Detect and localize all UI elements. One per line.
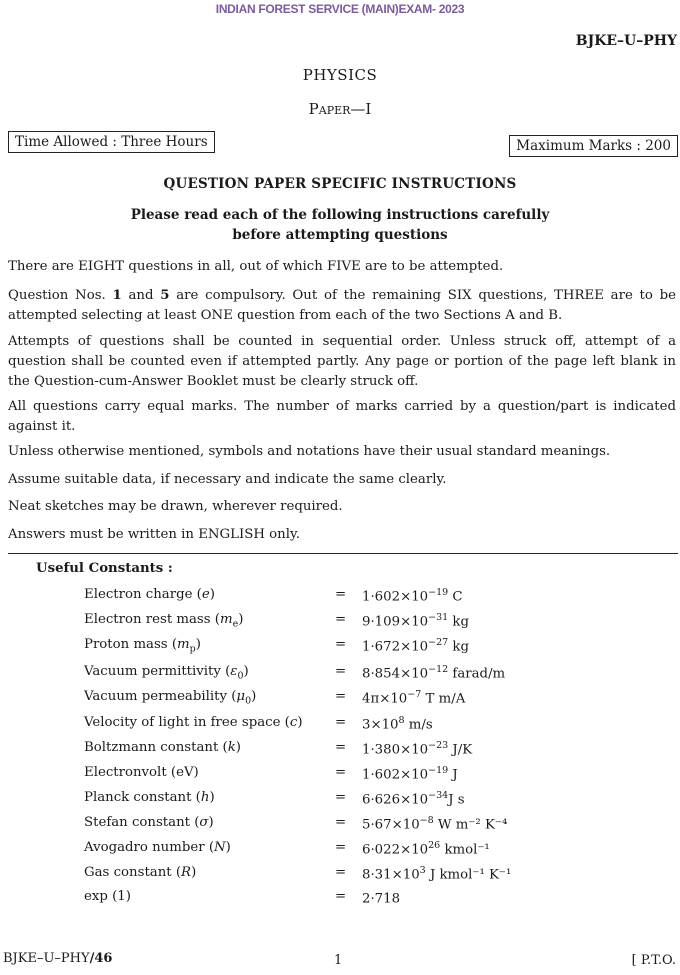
constant-value: 2·718 [362, 891, 401, 907]
constant-value: $4\pi\times 10^{-7}$ T m/A [362, 689, 466, 707]
instruction-paragraph: Answers must be written in ENGLISH only. [8, 527, 300, 542]
constant-value: $8\cdot 31\times 10^3$ J kmol⁻¹ K⁻¹ [362, 865, 512, 883]
constant-name: Velocity of light in free space (c) [84, 715, 303, 730]
constant-name: Electronvolt (eV) [84, 765, 199, 780]
paper-number: Paper—I [308, 100, 372, 118]
constant-value: $6\cdot 626\times 10^{-34}J$ s [362, 790, 465, 808]
constant-name: Electron rest mass $(m_e)$ [84, 612, 244, 630]
constant-row [0, 612, 680, 637]
equals-sign: = [335, 790, 347, 805]
equals-sign: = [335, 740, 347, 755]
constant-name: Boltzmann constant (k) [84, 740, 241, 755]
constant-value: $1\cdot 602\times 10^{-19}$ C [362, 587, 463, 605]
constant-value: $6\cdot 022\times 10^{26}$ kmol⁻¹ [362, 840, 490, 858]
constant-value: $3\times 10^8$ m/s [362, 715, 433, 733]
constant-value: $9\cdot 109\times 10^{-31}$ kg [362, 612, 469, 630]
constant-value: $1\cdot 380\times 10^{-23}$ J/K [362, 740, 473, 758]
constant-name: Proton mass $(m_p)$ [84, 637, 201, 655]
equals-sign: = [335, 815, 347, 830]
constant-row [0, 715, 680, 740]
footer-paper-code: BJKE–U–PHY/46 [3, 951, 113, 966]
constant-value: $1\cdot 602\times 10^{-19}$ J [362, 765, 458, 783]
page-number: 1 [334, 953, 343, 968]
please-turn-over: [ P.T.O. [631, 953, 676, 968]
equals-sign: = [335, 689, 347, 704]
constant-name: Gas constant (R) [84, 865, 197, 880]
constant-row [0, 637, 680, 662]
instruction-paragraph: Assume suitable data, if necessary and indicate the same clearly. [8, 472, 447, 487]
paper-code: BJKE–U–PHY [575, 33, 677, 49]
instruction-paragraph: Question Nos. 1 and 5 are compulsory. Out of the remaining SIX questions, THREE are to be attempted selecting at least ONE question from each of the two Sections A and B. [8, 288, 677, 323]
constant-name: Vacuum permeability $(\mu_0)$ [84, 689, 257, 707]
constant-name: Vacuum permittivity $(\varepsilon_0)$ [84, 664, 249, 682]
instruction-paragraph: Neat sketches may be drawn, wherever required. [8, 499, 343, 514]
instruction-paragraph: All questions carry equal marks. The number of marks carried by a question/part is indicated against it. [8, 399, 676, 434]
constant-row [0, 840, 680, 865]
exam-watermark: INDIAN FOREST SERVICE (MAIN)EXAM- 2023 [215, 2, 465, 16]
constant-row [0, 689, 680, 714]
constant-row [0, 889, 680, 914]
instruction-paragraph: There are EIGHT questions in all, out of which FIVE are to be attempted. [8, 259, 504, 274]
constant-row [0, 815, 680, 840]
equals-sign: = [335, 587, 347, 602]
equals-sign: = [335, 865, 347, 880]
constant-value: $8\cdot 854\times 10^{-12}$ farad/m [362, 664, 506, 682]
constant-name: Planck constant (h) [84, 790, 215, 805]
equals-sign: = [335, 612, 347, 627]
equals-sign: = [335, 637, 347, 652]
time-allowed-box: Time Allowed : Three Hours [8, 131, 215, 153]
constant-name: exp (1) [84, 889, 131, 904]
constant-name: Electron charge (e) [84, 587, 215, 602]
divider [8, 553, 678, 554]
equals-sign: = [335, 840, 347, 855]
constant-row [0, 765, 680, 790]
instruction-paragraph: Unless otherwise mentioned, symbols and notations have their usual standard meanings. [8, 444, 611, 459]
equals-sign: = [335, 715, 347, 730]
useful-constants-title: Useful Constants : [36, 561, 173, 576]
instruction-paragraph: Attempts of questions shall be counted in sequential order. Unless struck off, attempt of a question shall be counted even if attempted partly. Any page or portion of the page left blank in the Question-cum-Answer Booklet must be clearly struck off. [8, 334, 676, 389]
constant-value: $1\cdot 672\times 10^{-27}$ kg [362, 637, 469, 655]
equals-sign: = [335, 889, 347, 904]
instructions-heading: QUESTION PAPER SPECIFIC INSTRUCTIONS [163, 176, 517, 192]
subject-title: PHYSICS [302, 66, 378, 84]
constant-row [0, 587, 680, 612]
maximum-marks-box: Maximum Marks : 200 [509, 135, 678, 157]
constant-name: Stefan constant (σ) [84, 815, 214, 830]
instructions-subheading: Please read each of the following instructions carefully before attempting questions [130, 207, 550, 243]
constant-value: $5\cdot 67\times 10^{-8}$ W m⁻² K⁻⁴ [362, 815, 508, 833]
constant-row [0, 865, 680, 890]
constant-row [0, 664, 680, 689]
constant-row [0, 790, 680, 815]
constant-row [0, 740, 680, 765]
constant-name: Avogadro number (N) [84, 840, 231, 855]
equals-sign: = [335, 765, 347, 780]
equals-sign: = [335, 664, 347, 679]
